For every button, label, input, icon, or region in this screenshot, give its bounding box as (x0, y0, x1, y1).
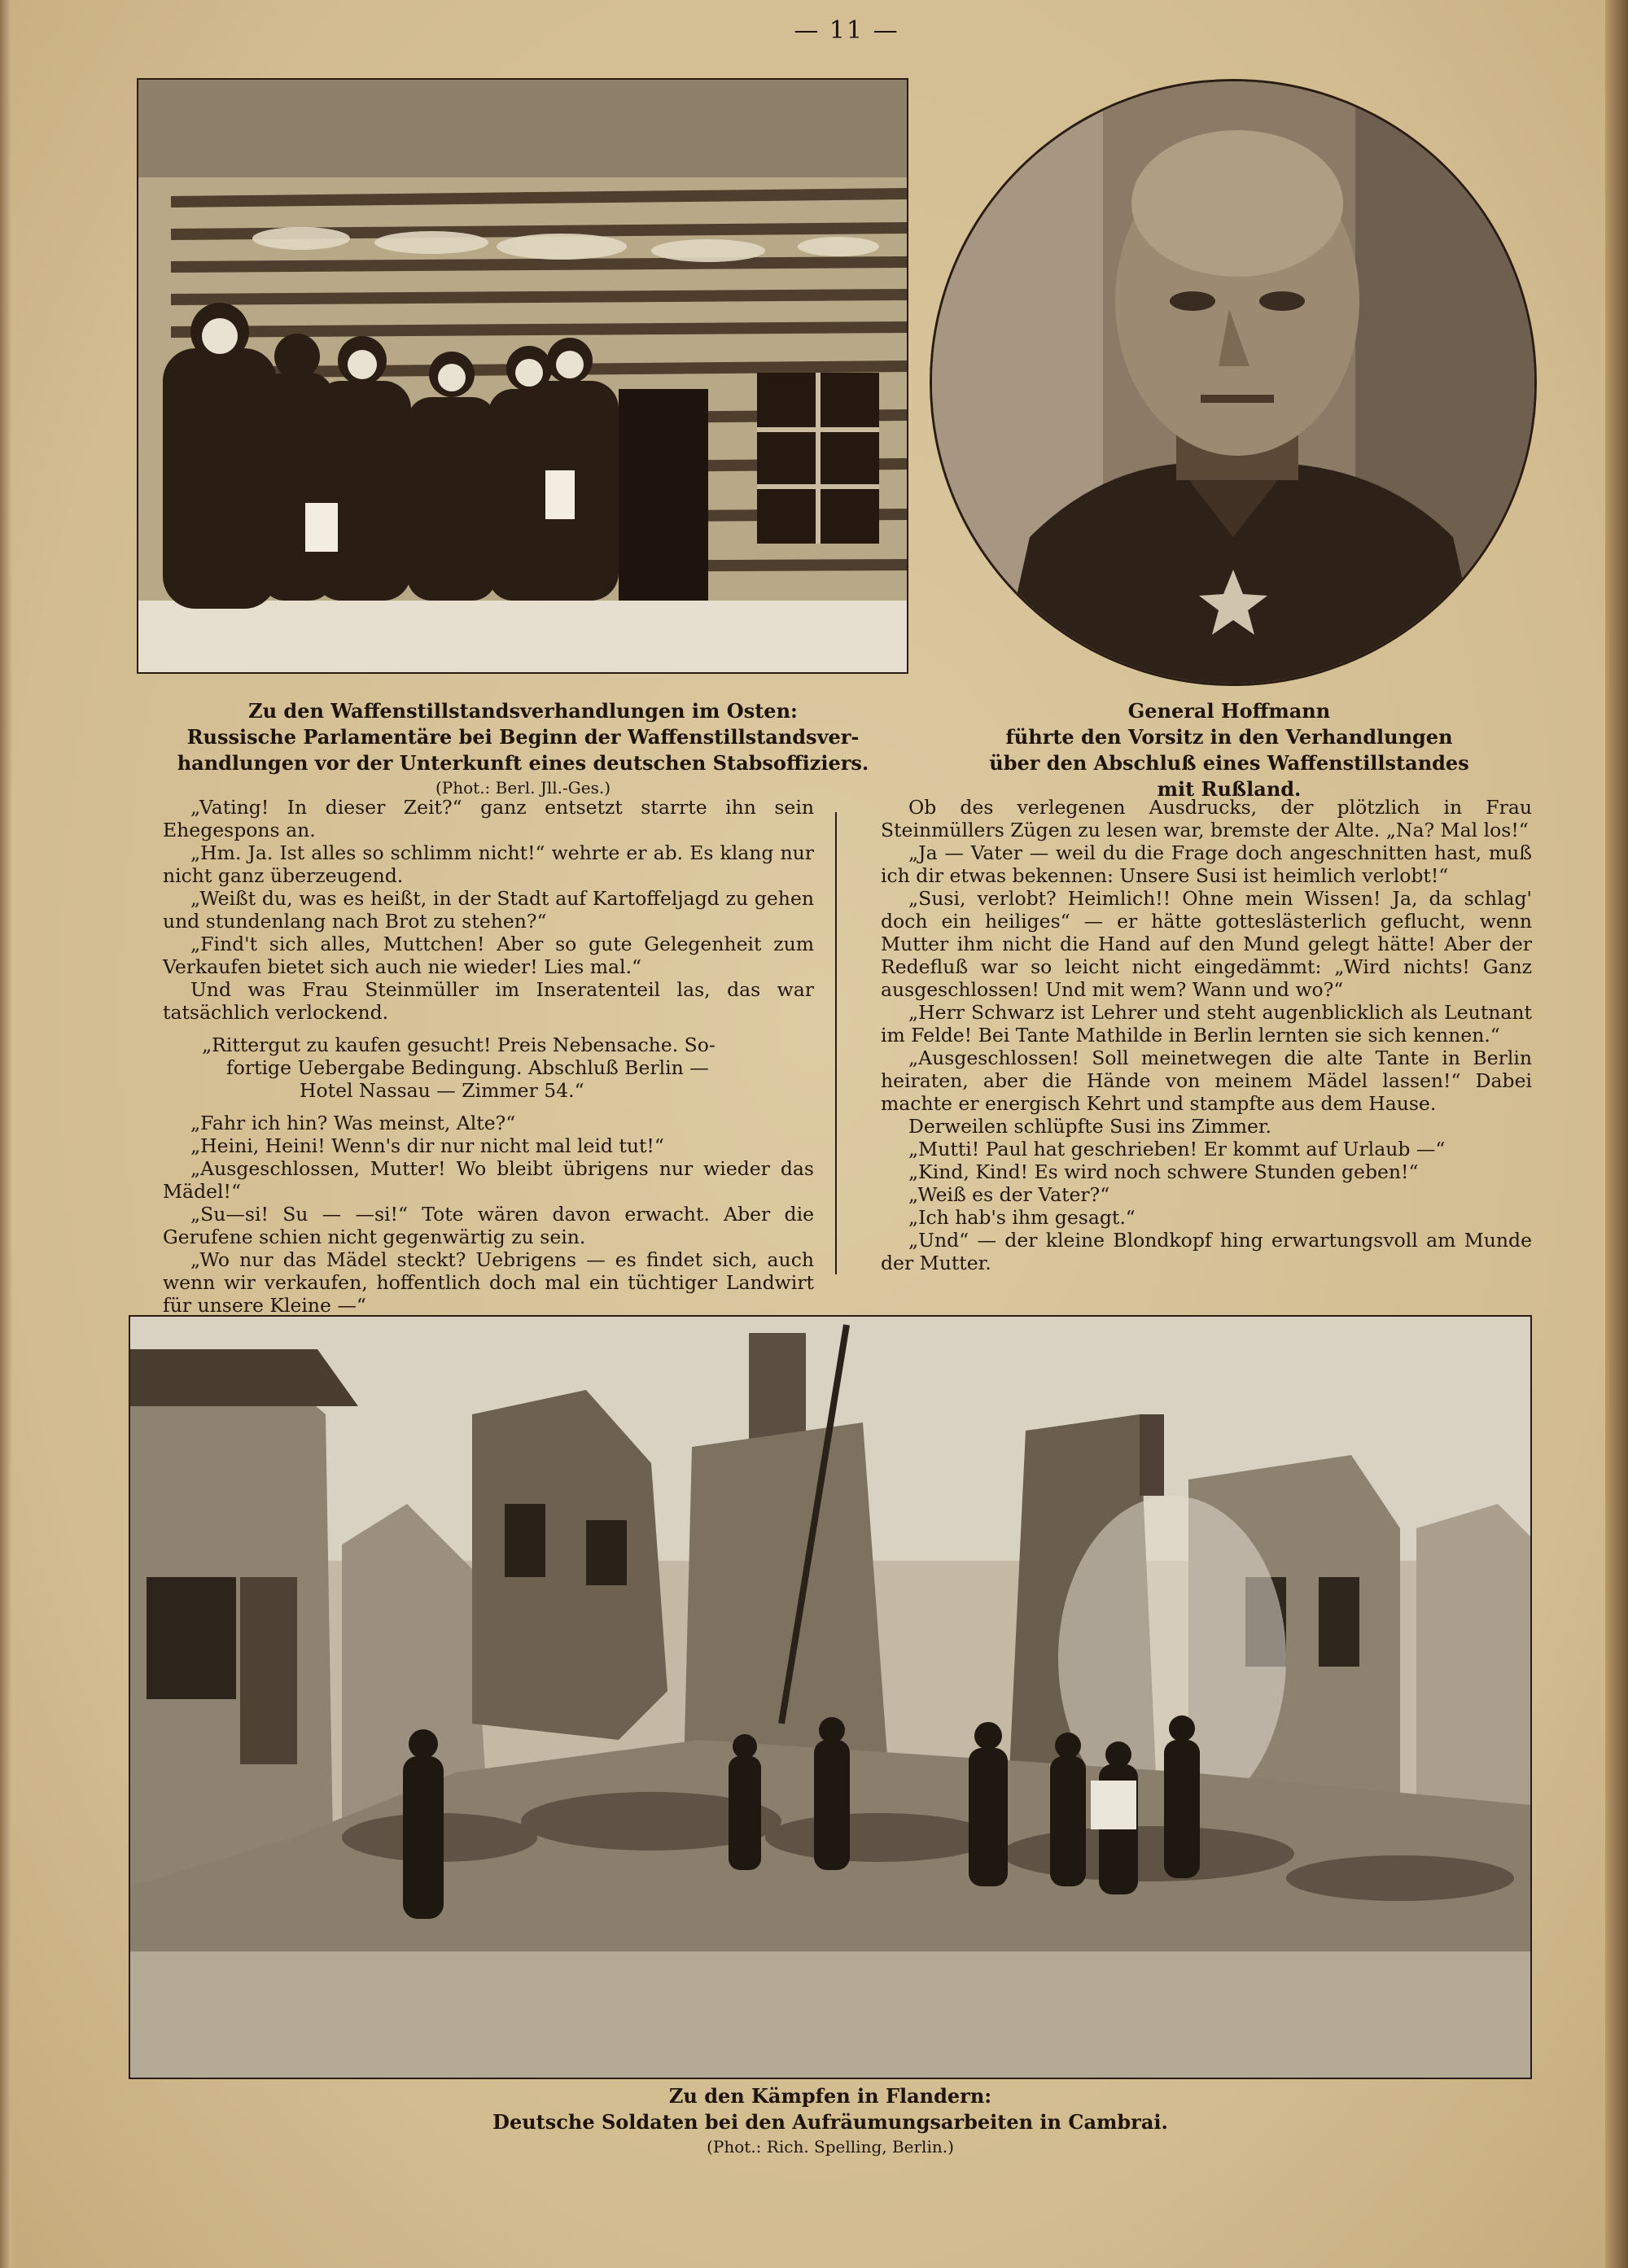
column-divider (835, 812, 837, 1274)
story-paragraph: „Ja — Vater — weil du die Frage doch angeschnitten hast, muß ich dir etwas bekennen: Unsere Susi ist heimlich verlobt!“ (881, 841, 1532, 887)
story-paragraph: Ob des verlegenen Ausdrucks, der plötzlich in Frau Steinmüllers Zügen zu lesen war, bremste der Alte. „Na? Mal los!“ (881, 796, 1532, 841)
figure-portrait-photo (932, 81, 1534, 684)
caption-title: Zu den Waffenstillstandsverhandlungen im Osten: (248, 699, 798, 723)
portrait-photo (932, 81, 1534, 684)
story-paragraph: „Hm. Ja. Ist alles so schlimm nicht!“ wehrte er ab. Es klang nur nicht ganz überzeugend. (163, 841, 814, 887)
photo-credit: (Phot.: Rich. Spelling, Berlin.) (707, 2137, 954, 2157)
caption-line: führte den Vorsitz in den Verhandlungen (1005, 725, 1453, 749)
story-paragraph: „Mutti! Paul hat geschrieben! Er kommt auf Urlaub —“ (908, 1138, 1446, 1160)
page-number: — 11 — (794, 16, 899, 45)
cabin-photo (138, 80, 907, 672)
portrait-photo-caption (961, 698, 1498, 802)
story-paragraph: „Kind, Kind! Es wird noch schwere Stunden geben!“ (908, 1160, 1419, 1183)
story-paragraph: „Fahr ich hin? Was meinst, Alte?“ (190, 1112, 516, 1134)
story-column-right (881, 796, 1532, 1274)
story-column-left (163, 796, 814, 1317)
ad-line: Hotel Nassau — Zimmer 54.“ (300, 1079, 584, 1102)
photo-credit: (Phot.: Berl. Jll.-Ges.) (435, 778, 611, 798)
caption-line: Russische Parlamentäre bei Beginn der Waffenstillstandsver- (186, 725, 860, 749)
story-paragraph: „Ausgeschlossen! Soll meinetwegen die alte Tante in Berlin heiraten, aber die Hände von meinem Mädel lassen!“ Dabei machte er energisch Kehrt und stampfte aus dem Hause. (881, 1047, 1532, 1115)
cabin-photo-caption (134, 698, 912, 799)
figure-cabin-photo (138, 80, 907, 672)
story-paragraph: „Ausgeschlossen, Mutter! Wo bleibt übrigens nur wieder das Mädel!“ (163, 1157, 814, 1203)
caption-line: Deutsche Soldaten bei den Aufräumungsarbeiten in Cambrai. (492, 2110, 1168, 2134)
page-right-edge (1605, 0, 1628, 2268)
ruins-photo-caption (326, 2083, 1335, 2158)
story-paragraph: Und was Frau Steinmüller im Inseratenteil las, das war tatsächlich verlockend. (163, 978, 814, 1024)
story-paragraph: „Herr Schwarz ist Lehrer und steht augenblicklich als Leutnant im Felde! Bei Tante Mathilde in Berlin lernten sie sich kennen.“ (881, 1001, 1532, 1047)
caption-title: Zu den Kämpfen in Flandern: (668, 2084, 992, 2108)
story-paragraph: „Weißt du, was es heißt, in der Stadt auf Kartoffeljagd zu gehen und stundenlang nach Brot zu stehen?“ (163, 887, 814, 933)
caption-line: handlungen vor der Unterkunft eines deutschen Stabsoffiziers. (177, 751, 869, 775)
story-paragraph: „Wo nur das Mädel steckt? Uebrigens — es findet sich, auch wenn wir verkaufen, hoffentlich doch mal ein tüchtiger Landwirt für unsere Kleine —“ (163, 1248, 814, 1317)
figure-ruins-photo (130, 1317, 1530, 2078)
story-paragraph: „Ich hab's ihm gesagt.“ (908, 1206, 1136, 1229)
story-paragraph: „Weiß es der Vater?“ (908, 1183, 1110, 1206)
caption-line: mit Rußland. (1157, 777, 1302, 801)
story-paragraph: „Find't sich alles, Muttchen! Aber so gute Gelegenheit zum Verkaufen bietet sich auch nie wieder! Lies mal.“ (163, 933, 814, 978)
story-paragraph: Derweilen schlüpfte Susi ins Zimmer. (908, 1115, 1272, 1138)
classified-ad (202, 1033, 755, 1102)
caption-line: über den Abschluß eines Waffenstillstandes (989, 751, 1469, 775)
ad-line: fortige Uebergabe Bedingung. Abschluß Berlin — (226, 1056, 709, 1079)
ad-line: „Rittergut zu kaufen gesucht! Preis Nebensache. So- (202, 1033, 716, 1056)
story-paragraph: „Und“ — der kleine Blondkopf hing erwartungsvoll am Munde der Mutter. (881, 1229, 1532, 1274)
caption-title: General Hoffmann (1127, 699, 1331, 723)
page-left-edge (0, 0, 11, 2268)
ruins-photo (130, 1317, 1530, 2078)
story-paragraph: „Susi, verlobt? Heimlich!! Ohne mein Wissen! Ja, da schlag' doch ein heiliges“ — er hätte gotteslästerlich geflucht, wenn Mutter ihm nicht die Hand auf den Mund gelegt hätte! Aber der Redefluß war so leicht nicht eingedämmt: „Wird nichts! Ganz ausgeschlossen! Und mit wem? Wann und wo?“ (881, 887, 1532, 1001)
story-paragraph: „Vating! In dieser Zeit?“ ganz entsetzt starrte ihn sein Ehegespons an. (163, 796, 814, 841)
story-paragraph: „Heini, Heini! Wenn's dir nur nicht mal leid tut!“ (190, 1134, 664, 1157)
story-paragraph: „Su—si! Su — —si!“ Tote wären davon erwacht. Aber die Gerufene schien nicht gegenwärtig zu sein. (163, 1203, 814, 1248)
